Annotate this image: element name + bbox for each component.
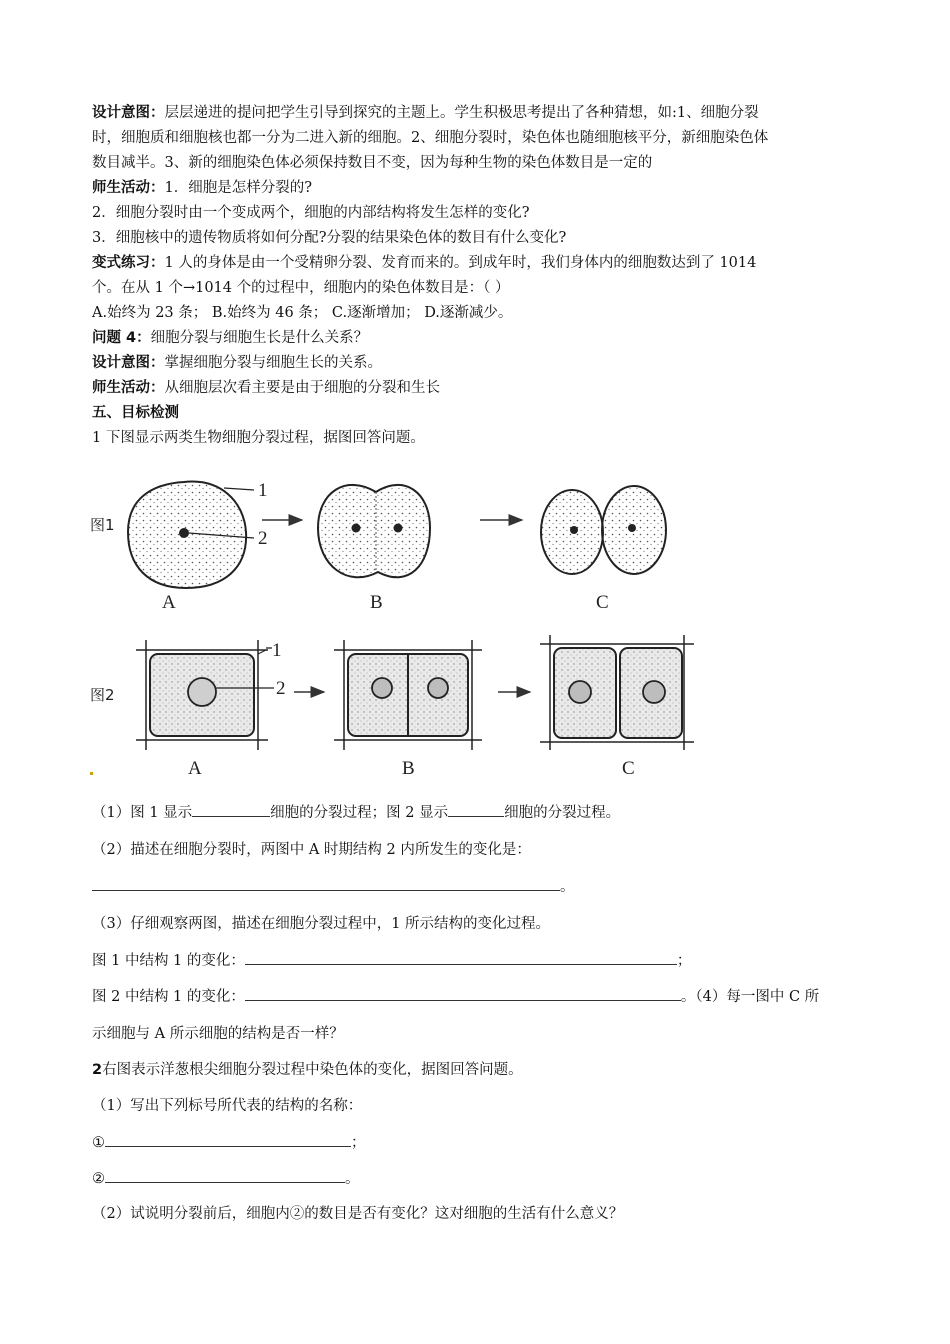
design-intent-label: 设计意图： bbox=[92, 355, 165, 371]
paragraph-line: 个。在从 1 个→1014 个的过程中，细胞内的染色体数目是：（ ） bbox=[92, 280, 510, 296]
teacher-activity-label: 师生活动： bbox=[92, 180, 165, 196]
variant-exercise-paragraph bbox=[92, 251, 872, 275]
figure-1-title: 图1 bbox=[90, 516, 115, 534]
stage-label-a: A bbox=[162, 592, 176, 613]
question-1-2: （2）描述在细胞分裂时，两图中 A 时期结构 2 内所发生的变化是： bbox=[92, 842, 531, 858]
teacher-activity-paragraph bbox=[92, 176, 872, 200]
stage-label-c: C bbox=[596, 592, 609, 613]
teacher-activity-text: 从细胞层次看主要是由于细胞的分裂和生长 bbox=[164, 380, 440, 396]
variant-exercise-text: 1 人的身体是由一个受精卵分裂、发育而来的。到成年时，我们身体内的细胞数达到了 1014 bbox=[164, 255, 757, 271]
paragraph-line: 时，细胞质和细胞核也都一分为二进入新的细胞。2、细胞分裂时，染色体也随细胞核平分，新细胞染色体 bbox=[92, 130, 769, 146]
structure-label-1: 1 bbox=[272, 640, 282, 661]
structure-label-1: 1 bbox=[258, 480, 268, 501]
animal-cell-a bbox=[128, 480, 268, 613]
question-1-3: （3）仔细观察两图，描述在细胞分裂过程中，1 所示结构的变化过程。 bbox=[92, 916, 551, 932]
stage-label-b: B bbox=[370, 592, 383, 613]
nucleus bbox=[179, 528, 189, 538]
design-intent-paragraph bbox=[92, 101, 872, 125]
variant-exercise-label: 变式练习： bbox=[92, 255, 165, 271]
exercise-2-prompt: 2右图表示洋葱根尖细胞分裂过程中染色体的变化，据图回答问题。 bbox=[92, 1062, 523, 1078]
answer-options: A.始终为 23 条； B.始终为 46 条； C.逐渐增加； D.逐渐减少。 bbox=[92, 305, 513, 321]
design-intent-text: 掌握细胞分裂与细胞生长的关系。 bbox=[164, 355, 382, 371]
design-intent-paragraph bbox=[92, 351, 872, 375]
figure-2-title: 图2 bbox=[90, 686, 115, 704]
question-1-3-fig2: 图 2 中结构 1 的变化： 。（4）每一图中 C 所 bbox=[92, 984, 872, 1009]
structure-label-2: 2 bbox=[276, 678, 286, 699]
teacher-activity-text: 1．细胞是怎样分裂的? bbox=[164, 180, 312, 196]
question-2-2: （2）试说明分裂前后，细胞内②的数目是否有变化？这对细胞的生活有什么意义？ bbox=[92, 1206, 624, 1222]
answer-blank[interactable] bbox=[245, 984, 681, 1001]
design-intent-text: 层层递进的提问把学生引导到探究的主题上。学生积极思考提出了各种猜想，如:1、细胞分裂 bbox=[164, 105, 759, 121]
answer-blank[interactable] bbox=[105, 1130, 351, 1147]
exercise-1-prompt: 1 下图显示两类生物细胞分裂过程，据图回答问题。 bbox=[92, 430, 425, 446]
answer-blank[interactable] bbox=[448, 800, 504, 817]
question-1-3-fig1: 图 1 中结构 1 的变化： ； bbox=[92, 948, 872, 973]
answer-blank[interactable] bbox=[105, 1166, 345, 1183]
question-4-label: 问题 4： bbox=[92, 330, 151, 346]
animal-cell-b bbox=[318, 485, 430, 613]
stray-mark bbox=[90, 772, 93, 775]
question-1-1: （1）图 1 显示 细胞的分裂过程；图 2 显示 细胞的分裂过程。 bbox=[92, 800, 872, 825]
plant-cell-b bbox=[334, 640, 482, 779]
teacher-activity-paragraph bbox=[92, 376, 872, 400]
cell-division-figure bbox=[86, 470, 706, 785]
answer-blank[interactable] bbox=[92, 874, 560, 891]
section-heading: 五、目标检测 bbox=[92, 405, 179, 421]
animal-cell-c bbox=[541, 486, 666, 613]
paragraph-line: 数目减半。3、新的细胞染色体必须保持数目不变，因为每种生物的染色体数目是一定的 bbox=[92, 155, 653, 171]
stage-label-b: B bbox=[402, 758, 415, 779]
question-1-4-continuation: 示细胞与 A 所示细胞的结构是否一样？ bbox=[92, 1026, 344, 1042]
question-2-1-item-1: ① ； bbox=[92, 1130, 872, 1155]
structure-label-2: 2 bbox=[258, 528, 268, 549]
stage-label-c: C bbox=[622, 758, 635, 779]
teacher-activity-label: 师生活动： bbox=[92, 380, 165, 396]
plant-cell-a bbox=[136, 640, 286, 779]
question-line: 2．细胞分裂时由一个变成两个，细胞的内部结构将发生怎样的变化? bbox=[92, 205, 530, 221]
stage-label-a: A bbox=[188, 758, 202, 779]
answer-blank[interactable] bbox=[192, 800, 270, 817]
plant-cell-c bbox=[540, 635, 694, 779]
answer-blank[interactable] bbox=[245, 948, 677, 965]
question-1-2-answer-line: 。 bbox=[92, 874, 872, 899]
question-4-text: 细胞分裂与细胞生长是什么关系？ bbox=[150, 330, 369, 346]
question-4-paragraph bbox=[92, 326, 872, 350]
design-intent-label: 设计意图： bbox=[92, 105, 165, 121]
question-2-1-item-2: ② 。 bbox=[92, 1166, 872, 1191]
question-line: 3．细胞核中的遗传物质将如何分配?分裂的结果染色体的数目有什么变化? bbox=[92, 230, 567, 246]
question-2-1: （1）写出下列标号所代表的结构的名称： bbox=[92, 1098, 363, 1114]
